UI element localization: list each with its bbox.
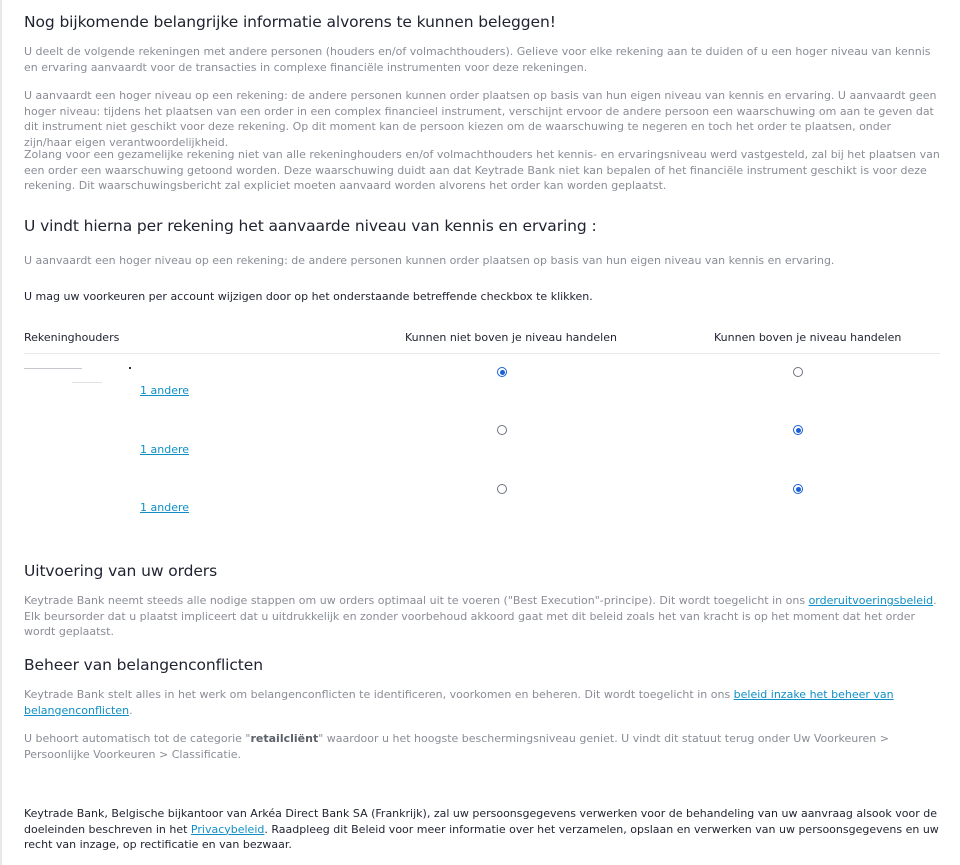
radio-not-above-row-1[interactable] — [497, 367, 507, 377]
execution-text: Keytrade Bank neemt steeds alle nodige stappen om uw orders optimaal uit te voeren ("Best Execution"-principe). Dit wordt toegelicht in ons — [24, 594, 809, 607]
levels-instruction: U mag uw voorkeuren per account wijzigen door op het onderstaande betreffende checkbox te klikken. — [24, 290, 593, 303]
redacted-holder-name — [24, 368, 82, 369]
conflicts-text-end: . — [129, 703, 133, 717]
column-header-not-above: Kunnen niet boven je niveau handelen — [405, 331, 617, 344]
intro-paragraph-2: U aanvaardt een hoger niveau op een rekening: de andere personen kunnen order plaatsen op basis van hun eigen niveau van kennis en ervaring. U aanvaardt geen hoger niveau: tijdens het plaatsen van een order in een complex financieel instrument, verschijnt ervoor de andere persoon een waarschuwing om aan te geven dat dit instrument niet geschikt voor deze rekening. Op dit moment kan de persoon kiezen om de waarschuwing te negeren en toch het order te plaatsen, onder zijn/haar eigen verantwoordelijkheid. — [24, 89, 937, 149]
conflicts-title: Beheer van belangenconflicten — [24, 656, 263, 674]
privacy-policy-link[interactable]: Privacybeleid — [190, 822, 265, 836]
radio-not-above-row-2[interactable] — [497, 425, 507, 435]
conflict-policy-link[interactable]: beleid inzake het beheer van belangenconflicten — [24, 688, 894, 717]
classification-text-end: " waardoor u het hoogste beschermingsniveau geniet. U vindt dit statuut terug onder Uw Voorkeuren > Persoonlijke Voorkeuren > Classificatie. — [24, 732, 889, 761]
redacted-holder-detail — [72, 382, 102, 383]
levels-explanation: U aanvaardt een hoger niveau op een rekening: de andere personen kunnen order plaatsen op basis van hun eigen niveau van kennis en ervaring. — [24, 254, 835, 267]
privacy-text-end: . Raadpleeg dit Beleid voor meer informatie over het verzamelen, opslaan en verwerken van uw persoonsgegevens en uw recht van inzage, op rectificatie en van bezwaar. — [24, 822, 939, 851]
other-holders-link[interactable]: 1 andere — [140, 384, 190, 397]
classification-text: U behoort automatisch tot de categorie " — [24, 732, 251, 745]
column-header-holders: Rekeninghouders — [24, 331, 120, 344]
order-execution-policy-link[interactable]: orderuitvoeringsbeleid — [808, 594, 934, 607]
execution-text-end: . Elk beursorder dat u plaatst impliceert dat u uitdrukkelijk en zonder voorbehoud akkoord gaat met dit beleid zoals het van kracht is op het moment dat het order wordt geplaatst. — [24, 594, 937, 638]
levels-table-header — [24, 329, 940, 354]
intro-paragraph-3: Zolang voor een gezamelijke rekening niet van alle rekeninghouders en/of volmachthouders het kennis- en ervaringsniveau werd vastgesteld, zal bij het plaatsen van een order een waarschuwing getoond worden. Deze waarschuwing duidt aan dat Keytrade Bank niet kan bepalen of het financiële instrument geschikt is voor deze rekening. Dit waarschuwingsbericht zal expliciet moeten aanvaard worden alvorens het order kan worden geplaatst. — [24, 148, 940, 192]
client-category: retailcliënt — [250, 732, 319, 745]
page-title: Nog bijkomende belangrijke informatie alvorens te kunnen beleggen! — [24, 13, 556, 31]
radio-not-above-row-3[interactable] — [497, 484, 507, 494]
radio-above-row-3[interactable] — [793, 484, 803, 494]
privacy-text: Keytrade Bank, Belgische bijkantoor van Arkéa Direct Bank SA (Frankrijk), zal uw persoonsgegevens verwerken voor de behandeling van uw aanvraag alsook voor de doeleinden beschreven in het — [24, 807, 937, 836]
privacy-paragraph — [24, 806, 940, 853]
classification-paragraph — [24, 731, 940, 762]
other-holders-link[interactable]: 1 andere — [140, 501, 190, 514]
other-holders-link[interactable]: 1 andere — [140, 443, 190, 456]
radio-above-row-2[interactable] — [793, 425, 803, 435]
table-row — [24, 421, 940, 461]
conflicts-text: Keytrade Bank stelt alles in het werk om belangenconflicten te identificeren, voorkomen en beheren. Dit wordt toegelicht in ons — [24, 688, 734, 701]
radio-above-row-1[interactable] — [793, 367, 803, 377]
execution-paragraph — [24, 593, 940, 640]
column-header-above: Kunnen boven je niveau handelen — [714, 331, 902, 344]
intro-paragraph-1: U deelt de volgende rekeningen met andere personen (houders en/of volmachthouders). Gelieve voor elke rekening aan te duiden of u een hoger niveau van kennis en ervaring aanvaardt voor de transacties in complexe financiële instrumenten voor deze rekeningen. — [24, 45, 931, 74]
redacted-holder-mark — [129, 367, 131, 369]
table-row — [24, 362, 940, 402]
conflicts-paragraph — [24, 687, 940, 718]
levels-title: U vindt hierna per rekening het aanvaarde niveau van kennis en ervaring : — [24, 217, 597, 235]
left-border — [0, 0, 2, 865]
execution-title: Uitvoering van uw orders — [24, 562, 218, 580]
table-row — [24, 480, 940, 520]
